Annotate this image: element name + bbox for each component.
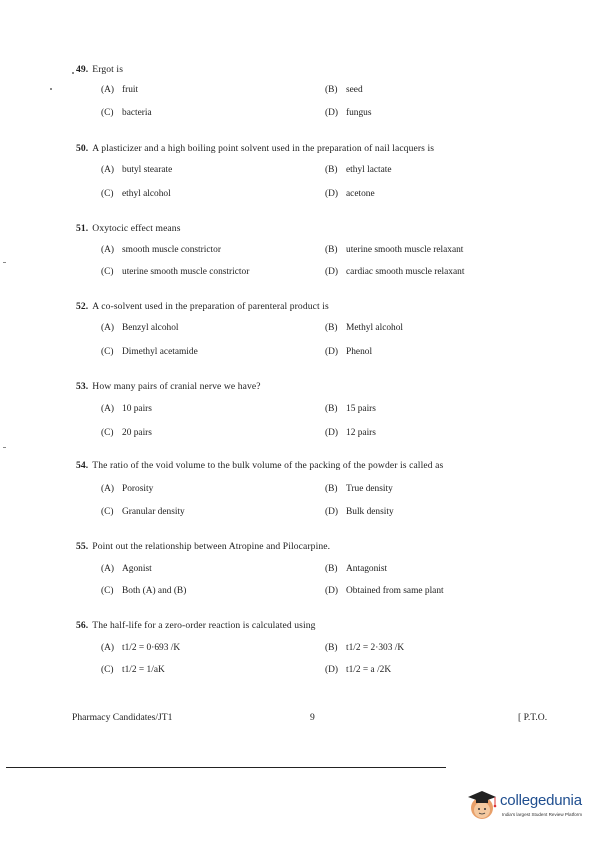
option-label: (B)	[325, 564, 338, 574]
option-d	[325, 347, 372, 357]
option-text: t1/2 = 0·693 /K	[122, 643, 181, 653]
option-label: (D)	[325, 586, 339, 596]
option-b	[325, 484, 393, 494]
option-text: fruit	[122, 85, 139, 95]
option-text: Antagonist	[346, 564, 388, 574]
option-text: True density	[346, 484, 393, 494]
question-stem	[76, 301, 329, 312]
option-text: butyl stearate	[122, 165, 173, 175]
option-a	[101, 245, 221, 255]
option-text: uterine smooth muscle relaxant	[346, 245, 464, 255]
question-text: Ergot is	[92, 64, 124, 75]
option-label: (A)	[101, 165, 115, 175]
option-text: bacteria	[122, 108, 152, 118]
question-text: How many pairs of cranial nerve we have?	[92, 381, 261, 392]
option-label: (C)	[101, 267, 114, 277]
scan-speck	[72, 72, 74, 74]
scan-speck	[3, 447, 6, 448]
question-text: The half-life for a zero-order reaction is calculated using	[92, 620, 316, 631]
question-stem	[76, 541, 330, 552]
option-text: fungus	[346, 108, 372, 118]
question-number: 50.	[76, 143, 89, 154]
option-text: t1/2 = 2·303 /K	[346, 643, 405, 653]
option-d	[325, 507, 394, 517]
logo-name: collegedunia	[500, 792, 582, 809]
option-a	[101, 165, 172, 175]
option-d	[325, 189, 375, 199]
option-text: ethyl lactate	[346, 165, 392, 175]
footer-pto: [ P.T.O.	[518, 712, 548, 723]
option-label: (C)	[101, 347, 114, 357]
option-c	[101, 189, 171, 199]
option-a	[101, 85, 138, 95]
question-text: Oxytocic effect means	[92, 223, 181, 234]
collegedunia-logo	[464, 786, 604, 826]
option-c	[101, 267, 249, 277]
option-b	[325, 245, 463, 255]
option-label: (B)	[325, 165, 338, 175]
option-text: uterine smooth muscle constrictor	[122, 267, 250, 277]
scan-speck	[50, 88, 52, 90]
option-text: 20 pairs	[122, 428, 152, 438]
option-text: 15 pairs	[346, 404, 376, 414]
question-text: The ratio of the void volume to the bulk volume of the packing of the powder is called as	[92, 460, 444, 471]
question-text: Point out the relationship between Atropine and Pilocarpine.	[92, 541, 331, 552]
option-label: (D)	[325, 507, 339, 517]
option-a	[101, 484, 153, 494]
question-text: A plasticizer and a high boiling point solvent used in the preparation of nail lacquers is	[92, 143, 435, 154]
option-label: (D)	[325, 267, 339, 277]
option-text: seed	[346, 85, 363, 95]
question-stem	[76, 143, 434, 154]
option-text: Phenol	[346, 347, 373, 357]
option-label: (A)	[101, 484, 115, 494]
option-label: (C)	[101, 665, 114, 675]
option-label: (C)	[101, 507, 114, 517]
option-a	[101, 643, 180, 653]
option-label: (D)	[325, 428, 339, 438]
option-text: 10 pairs	[122, 404, 152, 414]
question-number: 52.	[76, 301, 89, 312]
option-label: (B)	[325, 85, 338, 95]
option-text: Benzyl alcohol	[122, 323, 179, 333]
question-stem	[76, 460, 443, 471]
option-label: (B)	[325, 245, 338, 255]
option-text: ethyl alcohol	[122, 189, 171, 199]
option-label: (D)	[325, 189, 339, 199]
question-stem	[76, 223, 181, 234]
logo-tagline: India's largest Student Review Platform	[502, 812, 583, 817]
option-b	[325, 85, 363, 95]
option-text: smooth muscle constrictor	[122, 245, 221, 255]
option-b	[325, 564, 387, 574]
option-c	[101, 108, 152, 118]
option-label: (B)	[325, 643, 338, 653]
bottom-rule	[6, 767, 446, 768]
option-d	[325, 108, 372, 118]
option-label: (C)	[101, 428, 114, 438]
option-text: acetone	[346, 189, 375, 199]
option-label: (A)	[101, 85, 115, 95]
option-a	[101, 564, 152, 574]
page-number: 9	[310, 712, 315, 723]
question-number: 56.	[76, 620, 89, 631]
option-text: Dimethyl acetamide	[122, 347, 198, 357]
option-text: Both (A) and (B)	[122, 586, 187, 596]
option-b	[325, 404, 376, 414]
option-text: t1/2 = a /2K	[346, 665, 392, 675]
option-label: (A)	[101, 564, 115, 574]
option-text: Porosity	[122, 484, 154, 494]
question-stem	[76, 620, 316, 631]
option-b	[325, 323, 403, 333]
option-d	[325, 665, 391, 675]
question-stem	[76, 64, 123, 75]
option-text: 12 pairs	[346, 428, 376, 438]
option-a	[101, 404, 152, 414]
option-text: Granular density	[122, 507, 185, 517]
option-b	[325, 165, 392, 175]
question-number: 55.	[76, 541, 89, 552]
option-label: (B)	[325, 323, 338, 333]
option-label: (D)	[325, 347, 339, 357]
option-label: (C)	[101, 108, 114, 118]
option-label: (A)	[101, 643, 115, 653]
option-label: (D)	[325, 108, 339, 118]
option-label: (B)	[325, 484, 338, 494]
option-c	[101, 428, 152, 438]
option-d	[325, 428, 376, 438]
question-text: A co-solvent used in the preparation of parenteral product is	[92, 301, 329, 312]
footer-candidates: Pharmacy Candidates/JT1	[72, 712, 173, 723]
question-number: 51.	[76, 223, 89, 234]
option-text: Agonist	[122, 564, 152, 574]
option-c	[101, 665, 165, 675]
option-text: Obtained from same plant	[346, 586, 444, 596]
option-text: Methyl alcohol	[346, 323, 404, 333]
question-number: 53.	[76, 381, 89, 392]
option-label: (D)	[325, 665, 339, 675]
option-label: (B)	[325, 404, 338, 414]
scan-speck	[3, 262, 6, 263]
option-d	[325, 267, 464, 277]
option-c	[101, 586, 186, 596]
option-a	[101, 323, 179, 333]
option-text: t1/2 = 1/aK	[122, 665, 165, 675]
option-c	[101, 507, 185, 517]
question-number: 49.	[76, 64, 89, 75]
option-d	[325, 586, 444, 596]
question-stem	[76, 381, 261, 392]
option-label: (A)	[101, 323, 115, 333]
option-label: (C)	[101, 189, 114, 199]
option-text: cardiac smooth muscle relaxant	[346, 267, 465, 277]
option-label: (C)	[101, 586, 114, 596]
option-label: (A)	[101, 404, 115, 414]
option-b	[325, 643, 404, 653]
question-number: 54.	[76, 460, 89, 471]
option-text: Bulk density	[346, 507, 394, 517]
option-label: (A)	[101, 245, 115, 255]
graduate-cap-icon	[464, 786, 500, 826]
option-c	[101, 347, 198, 357]
